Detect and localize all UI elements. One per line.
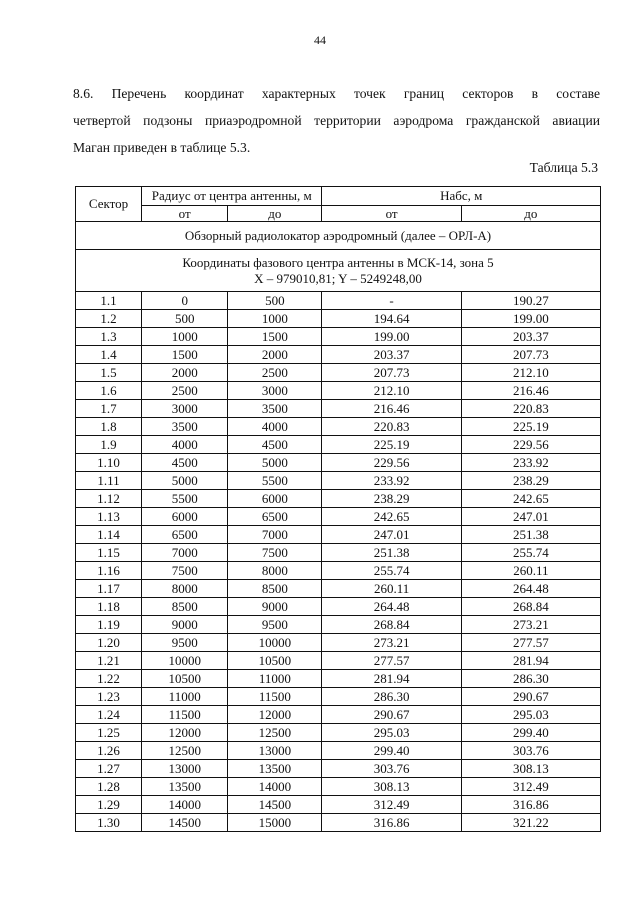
cell-radius-from: 12000 [142, 724, 228, 742]
table-row [76, 436, 601, 454]
cell-radius-to: 5000 [228, 454, 322, 472]
cell-radius-from: 13500 [142, 778, 228, 796]
cell-radius-from: 500 [142, 310, 228, 328]
cell-habs-to: 260.11 [461, 562, 600, 580]
cell-habs-to: 312.49 [461, 778, 600, 796]
cell-sector: 1.30 [76, 814, 142, 832]
cell-radius-from: 4000 [142, 436, 228, 454]
cell-radius-to: 14000 [228, 778, 322, 796]
cell-habs-to: 229.56 [461, 436, 600, 454]
cell-radius-to: 2000 [228, 346, 322, 364]
table-row [76, 418, 601, 436]
cell-radius-to: 2500 [228, 364, 322, 382]
cell-habs-to: 277.57 [461, 634, 600, 652]
cell-radius-to: 11000 [228, 670, 322, 688]
cell-radius-to: 7500 [228, 544, 322, 562]
cell-habs-to: 247.01 [461, 508, 600, 526]
cell-radius-to: 9500 [228, 616, 322, 634]
intro-line: 8.6. Перечень координат характерных точек границ секторов в составе [73, 86, 600, 101]
table-row [76, 724, 601, 742]
cell-radius-from: 9500 [142, 634, 228, 652]
cell-radius-to: 9000 [228, 598, 322, 616]
cell-habs-from: 299.40 [322, 742, 461, 760]
cell-habs-from: 242.65 [322, 508, 461, 526]
header-radius-to: до [228, 206, 322, 222]
cell-habs-from: 273.21 [322, 634, 461, 652]
cell-radius-to: 6500 [228, 508, 322, 526]
cell-radius-to: 12500 [228, 724, 322, 742]
cell-habs-to: 225.19 [461, 418, 600, 436]
cell-sector: 1.15 [76, 544, 142, 562]
header-habs-to: до [461, 206, 600, 222]
table-row [76, 814, 601, 832]
cell-habs-to: 220.83 [461, 400, 600, 418]
cell-sector: 1.11 [76, 472, 142, 490]
table-row [76, 472, 601, 490]
cell-sector: 1.24 [76, 706, 142, 724]
cell-radius-to: 1500 [228, 328, 322, 346]
cell-radius-from: 1000 [142, 328, 228, 346]
cell-radius-from: 7000 [142, 544, 228, 562]
coords-line-1: Координаты фазового центра антенны в МСК-14, зона 5 [182, 254, 494, 270]
cell-radius-from: 9000 [142, 616, 228, 634]
cell-radius-to: 13000 [228, 742, 322, 760]
table-row [76, 778, 601, 796]
cell-habs-from: 216.46 [322, 400, 461, 418]
cell-radius-from: 6000 [142, 508, 228, 526]
header-sector: Сектор [76, 187, 142, 222]
table-row [76, 598, 601, 616]
cell-radius-to: 1000 [228, 310, 322, 328]
cell-radius-from: 0 [142, 292, 228, 310]
cell-radius-from: 11500 [142, 706, 228, 724]
cell-radius-to: 13500 [228, 760, 322, 778]
cell-habs-to: 286.30 [461, 670, 600, 688]
cell-radius-to: 3500 [228, 400, 322, 418]
cell-radius-from: 10500 [142, 670, 228, 688]
table-row [76, 544, 601, 562]
cell-habs-to: 233.92 [461, 454, 600, 472]
cell-sector: 1.1 [76, 292, 142, 310]
coords-line-2: X – 979010,81; Y – 5249248,00 [254, 270, 422, 286]
table-row [76, 652, 601, 670]
table-row [76, 706, 601, 724]
table-row [76, 328, 601, 346]
table-row [76, 310, 601, 328]
table-caption: Таблица 5.3 [529, 160, 598, 175]
cell-habs-from: 268.84 [322, 616, 461, 634]
cell-radius-to: 7000 [228, 526, 322, 544]
cell-radius-to: 8500 [228, 580, 322, 598]
cell-radius-from: 10000 [142, 652, 228, 670]
table-row [76, 796, 601, 814]
cell-sector: 1.8 [76, 418, 142, 436]
cell-habs-to: 190.27 [461, 292, 600, 310]
cell-habs-to: 216.46 [461, 382, 600, 400]
cell-radius-to: 8000 [228, 562, 322, 580]
cell-habs-to: 212.10 [461, 364, 600, 382]
cell-habs-from: 316.86 [322, 814, 461, 832]
cell-sector: 1.18 [76, 598, 142, 616]
cell-sector: 1.17 [76, 580, 142, 598]
cell-sector: 1.26 [76, 742, 142, 760]
cell-radius-from: 14000 [142, 796, 228, 814]
cell-radius-from: 3000 [142, 400, 228, 418]
cell-habs-to: 268.84 [461, 598, 600, 616]
table-row [76, 364, 601, 382]
table-row [76, 688, 601, 706]
cell-habs-from: 281.94 [322, 670, 461, 688]
cell-radius-to: 3000 [228, 382, 322, 400]
cell-habs-to: 316.86 [461, 796, 600, 814]
table-row [76, 346, 601, 364]
cell-radius-from: 1500 [142, 346, 228, 364]
cell-habs-from: 229.56 [322, 454, 461, 472]
cell-sector: 1.13 [76, 508, 142, 526]
cell-sector: 1.6 [76, 382, 142, 400]
cell-sector: 1.23 [76, 688, 142, 706]
cell-habs-from: 251.38 [322, 544, 461, 562]
cell-sector: 1.3 [76, 328, 142, 346]
header-habs: Набс, м [322, 187, 601, 206]
antenna-coordinates [76, 250, 601, 292]
cell-sector: 1.22 [76, 670, 142, 688]
cell-sector: 1.7 [76, 400, 142, 418]
cell-radius-to: 5500 [228, 472, 322, 490]
cell-sector: 1.2 [76, 310, 142, 328]
cell-habs-from: 199.00 [322, 328, 461, 346]
cell-radius-from: 13000 [142, 760, 228, 778]
cell-radius-to: 4000 [228, 418, 322, 436]
cell-habs-from: 247.01 [322, 526, 461, 544]
cell-habs-from: 225.19 [322, 436, 461, 454]
cell-habs-from: 233.92 [322, 472, 461, 490]
header-radius-from: от [142, 206, 228, 222]
cell-radius-from: 5000 [142, 472, 228, 490]
cell-habs-to: 281.94 [461, 652, 600, 670]
cell-sector: 1.27 [76, 760, 142, 778]
cell-habs-to: 308.13 [461, 760, 600, 778]
table-row [76, 526, 601, 544]
page-number: 44 [314, 33, 326, 47]
cell-habs-from: 203.37 [322, 346, 461, 364]
cell-habs-to: 207.73 [461, 346, 600, 364]
table-row [76, 508, 601, 526]
cell-radius-from: 7500 [142, 562, 228, 580]
cell-habs-to: 242.65 [461, 490, 600, 508]
cell-radius-from: 12500 [142, 742, 228, 760]
header-habs-from: от [322, 206, 461, 222]
table-row [76, 490, 601, 508]
cell-habs-from: 220.83 [322, 418, 461, 436]
cell-radius-to: 11500 [228, 688, 322, 706]
cell-habs-to: 273.21 [461, 616, 600, 634]
cell-habs-from: 290.67 [322, 706, 461, 724]
cell-sector: 1.25 [76, 724, 142, 742]
table-row [76, 454, 601, 472]
cell-radius-from: 5500 [142, 490, 228, 508]
cell-habs-from: 212.10 [322, 382, 461, 400]
intro-line: четвертой подзоны приаэродромной территории аэродрома гражданской авиации [73, 113, 600, 128]
cell-sector: 1.20 [76, 634, 142, 652]
cell-sector: 1.29 [76, 796, 142, 814]
cell-habs-to: 255.74 [461, 544, 600, 562]
cell-sector: 1.5 [76, 364, 142, 382]
cell-radius-from: 2000 [142, 364, 228, 382]
cell-radius-to: 500 [228, 292, 322, 310]
cell-radius-to: 15000 [228, 814, 322, 832]
cell-radius-to: 12000 [228, 706, 322, 724]
table-row [76, 742, 601, 760]
cell-radius-to: 10000 [228, 634, 322, 652]
cell-habs-from: 264.48 [322, 598, 461, 616]
cell-sector: 1.28 [76, 778, 142, 796]
section-title: Обзорный радиолокатор аэродромный (далее – ОРЛ-А) [76, 222, 601, 250]
cell-sector: 1.4 [76, 346, 142, 364]
cell-habs-to: 199.00 [461, 310, 600, 328]
cell-habs-from: 308.13 [322, 778, 461, 796]
cell-habs-from: 286.30 [322, 688, 461, 706]
cell-radius-from: 8500 [142, 598, 228, 616]
cell-habs-from: - [322, 292, 461, 310]
cell-habs-from: 312.49 [322, 796, 461, 814]
cell-sector: 1.10 [76, 454, 142, 472]
cell-radius-from: 8000 [142, 580, 228, 598]
cell-sector: 1.16 [76, 562, 142, 580]
cell-habs-to: 238.29 [461, 472, 600, 490]
cell-radius-to: 10500 [228, 652, 322, 670]
cell-habs-from: 207.73 [322, 364, 461, 382]
cell-habs-from: 194.64 [322, 310, 461, 328]
table-row [76, 580, 601, 598]
table-row [76, 292, 601, 310]
intro-line: Маган приведен в таблице 5.3. [73, 140, 251, 155]
cell-habs-from: 277.57 [322, 652, 461, 670]
cell-sector: 1.14 [76, 526, 142, 544]
cell-sector: 1.9 [76, 436, 142, 454]
cell-habs-from: 295.03 [322, 724, 461, 742]
cell-radius-from: 3500 [142, 418, 228, 436]
table-row [76, 760, 601, 778]
cell-habs-to: 303.76 [461, 742, 600, 760]
cell-habs-from: 303.76 [322, 760, 461, 778]
cell-sector: 1.19 [76, 616, 142, 634]
cell-radius-to: 14500 [228, 796, 322, 814]
table-row [76, 400, 601, 418]
cell-habs-to: 290.67 [461, 688, 600, 706]
table-row [76, 382, 601, 400]
cell-sector: 1.12 [76, 490, 142, 508]
table-row [76, 670, 601, 688]
cell-radius-to: 4500 [228, 436, 322, 454]
cell-habs-to: 299.40 [461, 724, 600, 742]
cell-habs-to: 295.03 [461, 706, 600, 724]
cell-radius-from: 6500 [142, 526, 228, 544]
cell-habs-to: 203.37 [461, 328, 600, 346]
cell-radius-to: 6000 [228, 490, 322, 508]
cell-radius-from: 2500 [142, 382, 228, 400]
table-row [76, 634, 601, 652]
cell-habs-to: 264.48 [461, 580, 600, 598]
table-row [76, 616, 601, 634]
cell-habs-to: 251.38 [461, 526, 600, 544]
cell-radius-from: 4500 [142, 454, 228, 472]
cell-radius-from: 11000 [142, 688, 228, 706]
cell-habs-from: 255.74 [322, 562, 461, 580]
cell-sector: 1.21 [76, 652, 142, 670]
intro-paragraph [73, 80, 600, 161]
coordinates-table [75, 186, 601, 832]
cell-habs-to: 321.22 [461, 814, 600, 832]
header-radius: Радиус от центра антенны, м [142, 187, 322, 206]
cell-habs-from: 260.11 [322, 580, 461, 598]
cell-radius-from: 14500 [142, 814, 228, 832]
table-row [76, 562, 601, 580]
cell-habs-from: 238.29 [322, 490, 461, 508]
